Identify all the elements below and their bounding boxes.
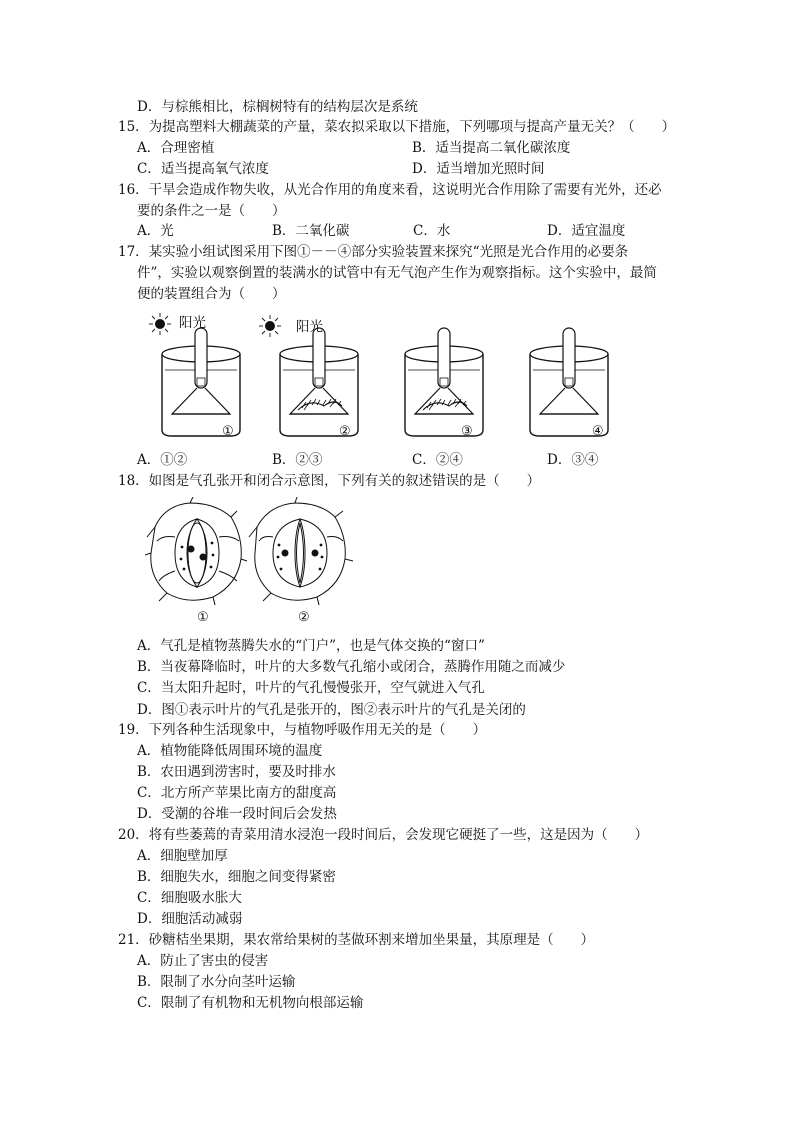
q19-option-d: D．受潮的谷堆一段时间后会发热 xyxy=(137,806,337,822)
q20-option-a: A．细胞壁加厚 xyxy=(137,848,228,864)
q15-option-b: B．适当提高二氧化碳浓度 xyxy=(412,140,571,156)
q17-stem-line3: 便的装置组合为（ ） xyxy=(137,286,286,302)
q20-option-d: D．细胞活动减弱 xyxy=(137,911,243,927)
q15-option-c: C．适当提高氧气浓度 xyxy=(137,161,269,177)
q17-option-b: B．②③ xyxy=(272,452,323,468)
q19-stem: 19．下列各种生活现象中，与植物呼吸作用无关的是（ ） xyxy=(118,722,487,738)
q16-option-b: B．二氧化碳 xyxy=(272,223,350,239)
stoma-open-diagram xyxy=(145,497,247,605)
q21-stem: 21．砂糖桔坐果期，果农常给果树的茎做环割来增加坐果量，其原理是（ ） xyxy=(118,932,595,948)
q15-stem: 15．为提高塑料大棚蔬菜的产量，菜农拟采取以下措施，下列哪项与提高产量无关？（ ） xyxy=(118,119,676,135)
apparatus-4 xyxy=(530,328,608,436)
q21-option-b: B．限制了水分向茎叶运输 xyxy=(137,974,296,990)
q17-option-c: C．②④ xyxy=(412,452,463,468)
q17-option-a: A．①② xyxy=(137,452,188,468)
q19-option-a: A．植物能降低周围环境的温度 xyxy=(137,743,323,759)
q17-apparatus-figure xyxy=(140,306,650,446)
q20-option-c: C．细胞吸水胀大 xyxy=(137,890,242,906)
sunlight-label-1: 阳光 xyxy=(179,315,206,331)
sun-icon xyxy=(259,315,281,337)
q18-option-a: A．气孔是植物蒸腾失水的“门户”，也是气体交换的“窗口” xyxy=(137,638,485,654)
q16-option-d: D．适宜温度 xyxy=(547,223,626,239)
q18-stem: 18．如图是气孔张开和闭合示意图，下列有关的叙述错误的是（ ） xyxy=(118,473,541,489)
apparatus-label-1: ① xyxy=(222,424,234,439)
q16-option-a: A．光 xyxy=(137,223,174,239)
apparatus-3 xyxy=(405,328,483,436)
q18-option-c: C．当太阳升起时，叶片的气孔慢慢张开，空气就进入气孔 xyxy=(137,680,485,696)
q17-option-d: D．③④ xyxy=(547,452,599,468)
q21-option-a: A．防止了害虫的侵害 xyxy=(137,953,269,969)
q18-option-d: D．图①表示叶片的气孔是张开的，图②表示叶片的气孔是关闭的 xyxy=(137,702,526,718)
q20-option-b: B．细胞失水，细胞之间变得紧密 xyxy=(137,869,336,885)
q16-option-c: C．水 xyxy=(413,223,451,239)
q16-stem-line2: 要的条件之一是（ ） xyxy=(137,203,286,219)
q15-option-d: D．适当增加光照时间 xyxy=(412,161,545,177)
q19-option-c: C．北方所产苹果比南方的甜度高 xyxy=(137,785,337,801)
q14-option-d: D．与棕熊相比，棕榈树特有的结构层次是系统 xyxy=(137,99,418,115)
q17-stem-line2: 件”，实验以观察倒置的装满水的试管中有无气泡产生作为观察指标。这个实验中，最简 xyxy=(137,265,657,281)
sun-icon xyxy=(149,313,171,335)
q15-option-a: A．合理密植 xyxy=(137,140,215,156)
sunlight-label-2: 阳光 xyxy=(296,319,323,335)
apparatus-label-2: ② xyxy=(339,424,351,439)
q21-option-c: C．限制了有机物和无机物向根部运输 xyxy=(137,995,364,1011)
q16-stem-line1: 16．干旱会造成作物失收，从光合作用的角度来看，这说明光合作用除了需要有光外，还必 xyxy=(118,182,662,198)
apparatus-1 xyxy=(149,313,240,436)
stoma-closed-diagram xyxy=(249,497,353,605)
q20-stem: 20．将有些萎蔫的青菜用清水浸泡一段时间后，会发现它硬挺了一些，这是因为（ ） xyxy=(118,827,649,843)
q18-option-b: B．当夜幕降临时，叶片的大多数气孔缩小或闭合，蒸腾作用随之而减少 xyxy=(137,659,566,675)
q19-option-b: B．农田遇到涝害时，要及时排水 xyxy=(137,764,336,780)
q18-stomata-figure xyxy=(145,497,355,609)
apparatus-label-4: ④ xyxy=(592,424,604,439)
stoma-label-2: ② xyxy=(298,610,310,625)
q17-stem-line1: 17．某实验小组试图采用下图①－－④部分实验装置来探究“光照是光合作用的必要条 xyxy=(118,244,629,260)
apparatus-label-3: ③ xyxy=(461,424,473,439)
stoma-label-1: ① xyxy=(197,610,209,625)
